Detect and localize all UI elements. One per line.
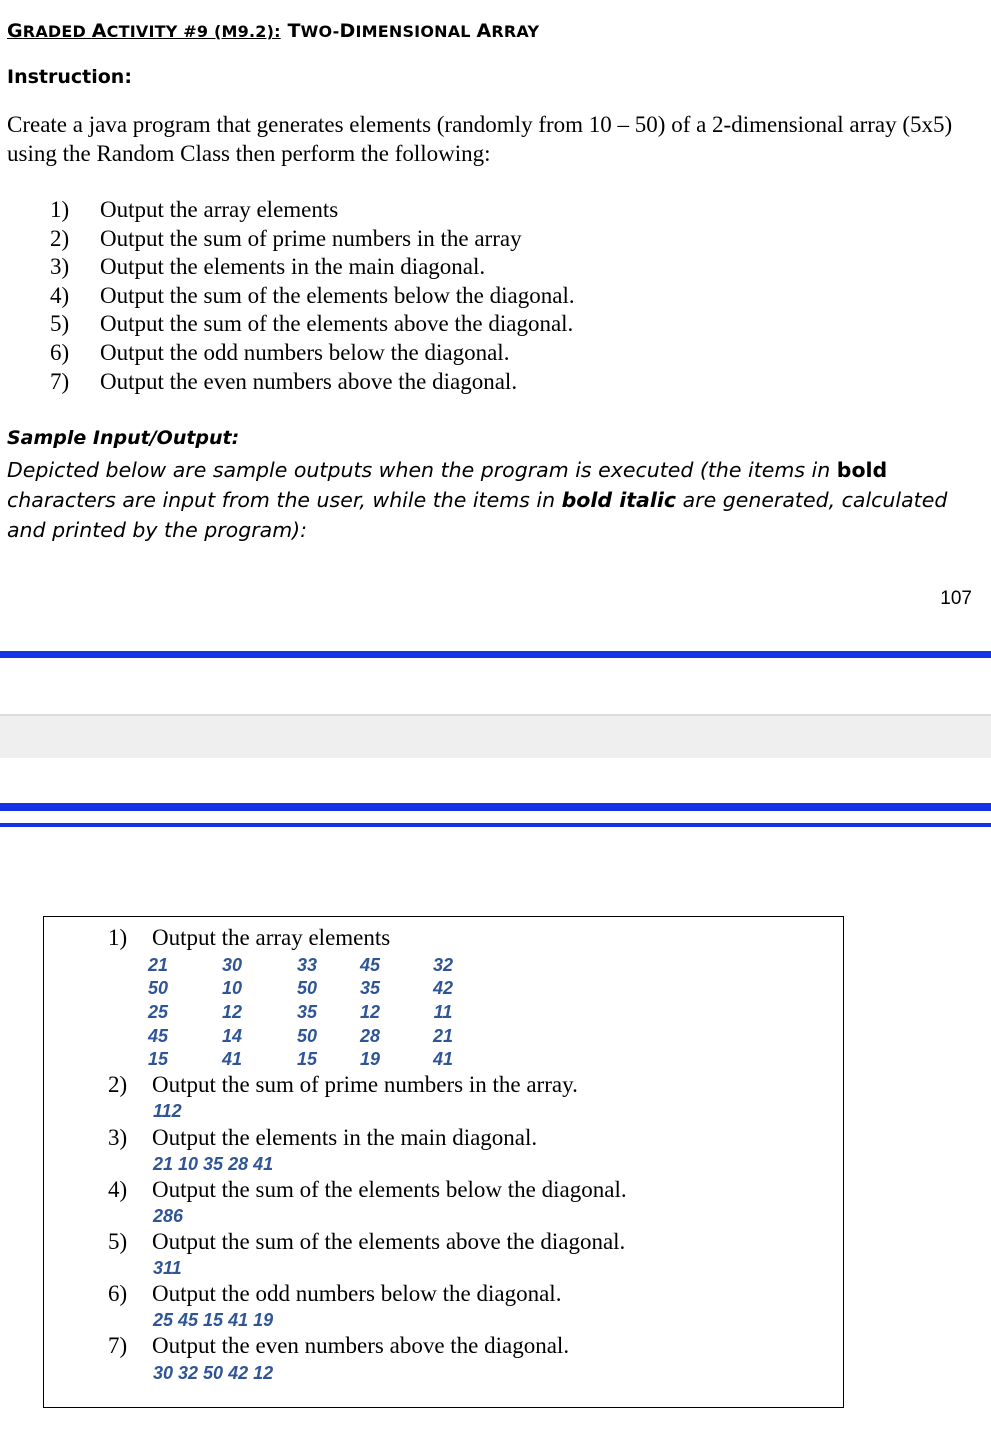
sample-description: Depicted below are sample outputs when the program is executed (the items in bold characters are input from the user, while the items in bold italic are generated, calculated and printed by the program):: [7, 458, 948, 542]
list-item: 5) Output the sum of the elements above the diagonal.: [50, 311, 574, 337]
box-item: 4) Output the sum of the elements below the diagonal.: [108, 1177, 627, 1202]
list-item: 1) Output the array elements: [50, 197, 339, 222]
matrix-cell: 15: [147, 1049, 169, 1069]
instruction-text: Create a java program that generates elements (randomly from 10 – 50) of a 2-dimensional array (5x5) using the Random Class then perform the following:: [7, 112, 953, 166]
box-item: 5) Output the sum of the elements above the diagonal.: [108, 1229, 626, 1254]
matrix-cell: 12: [359, 1002, 381, 1022]
matrix-cell: 42: [432, 978, 454, 998]
box-item: 7) Output the even numbers above the diagonal.: [108, 1333, 570, 1358]
sample-heading: Sample Input/Output:: [7, 427, 240, 449]
matrix-cell: 45: [359, 955, 381, 975]
output-value: 311: [153, 1258, 182, 1278]
output-value: 30 32 50 42 12: [153, 1363, 274, 1383]
page-gap-band: [0, 714, 991, 758]
list-item: 4) Output the sum of the elements below the diagonal.: [50, 282, 575, 308]
matrix-cell: 50: [296, 978, 318, 998]
matrix-cell: 33: [296, 955, 318, 975]
matrix-cell: 11: [433, 1002, 453, 1022]
list-item: 6) Output the odd numbers below the diagonal.: [50, 339, 510, 365]
page-rule-thin: [0, 823, 991, 827]
matrix-cell: 41: [221, 1049, 243, 1069]
list-item: 2) Output the sum of prime numbers in the array: [50, 225, 522, 251]
matrix-cell: 50: [147, 978, 169, 998]
matrix-cell: 21: [432, 1026, 454, 1046]
output-value: 25 45 15 41 19: [153, 1310, 274, 1330]
page-rule-bottom: [0, 803, 991, 811]
box-item: 2) Output the sum of prime numbers in the array.: [108, 1072, 578, 1097]
output-value: 112: [153, 1101, 182, 1121]
page-title: GRADED ACTIVITY #9 (M9.2): TWO-DIMENSIONAL ARRAY: [7, 20, 540, 42]
matrix-cell: 14: [221, 1026, 243, 1046]
box-item: 3) Output the elements in the main diagonal.: [108, 1125, 538, 1150]
matrix-cell: 15: [296, 1049, 318, 1069]
box-item: 6) Output the odd numbers below the diagonal.: [108, 1281, 562, 1306]
page-rule-top: [0, 651, 991, 658]
matrix-cell: 35: [296, 1002, 318, 1022]
matrix-cell: 19: [359, 1049, 381, 1069]
list-item: 3) Output the elements in the main diagonal.: [50, 254, 486, 280]
matrix-cell: 25: [147, 1002, 169, 1022]
matrix-cell: 30: [221, 955, 243, 975]
page-number: 107: [940, 588, 972, 609]
matrix-cell: 45: [147, 1026, 169, 1046]
list-item: 7) Output the even numbers above the diagonal.: [50, 368, 518, 394]
output-value: 286: [153, 1206, 184, 1226]
matrix-cell: 12: [221, 1002, 243, 1022]
matrix-cell: 32: [432, 955, 454, 975]
matrix-cell: 35: [359, 978, 381, 998]
instruction-label: Instruction:: [7, 66, 132, 88]
matrix-cell: 10: [221, 978, 243, 998]
task-list: [50, 196, 575, 396]
matrix-cell: 21: [147, 955, 169, 975]
matrix-cell: 41: [432, 1049, 454, 1069]
matrix-cell: 50: [296, 1026, 318, 1046]
box-item: 1) Output the array elements: [108, 925, 391, 950]
output-value: 21 10 35 28 41: [153, 1154, 274, 1174]
matrix-cell: 28: [359, 1026, 381, 1046]
